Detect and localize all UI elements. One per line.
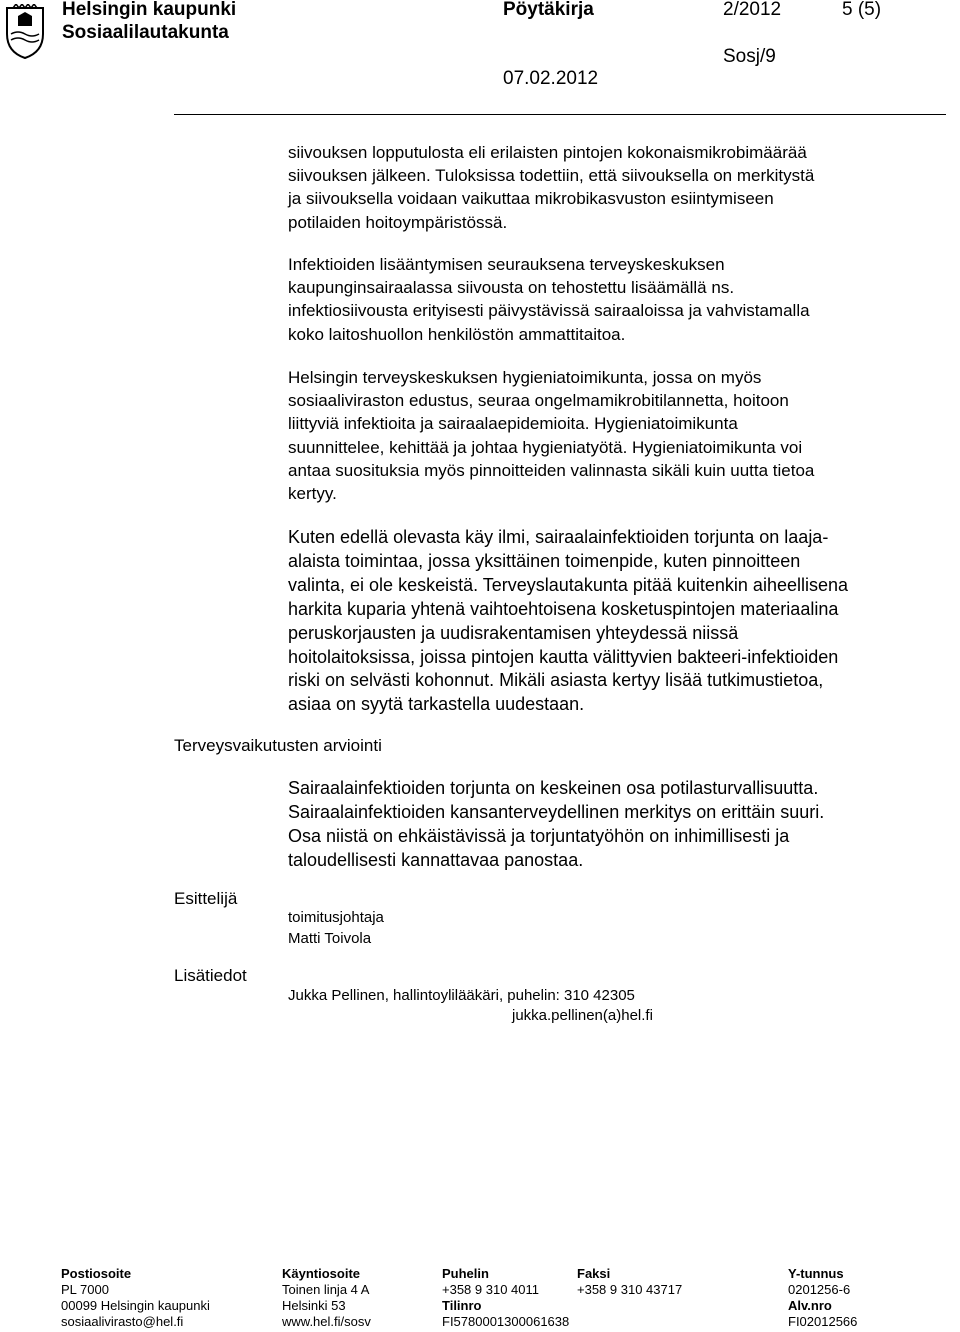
organization-name: Helsingin kaupunki xyxy=(62,0,237,20)
label-more-info: Lisätiedot xyxy=(174,966,247,985)
text-line: potilaiden hoitoympäristössä. xyxy=(288,212,508,232)
text-line: infektiosiivousta erityisesti päivystävissä sairaaloissa ja vahvistamalla xyxy=(288,301,810,321)
text-line: Osa niistä on ehkäistävissä ja torjuntatyöhön on inhimillisesti ja xyxy=(288,825,790,846)
footer-value: +358 9 310 43717 xyxy=(577,1282,683,1297)
paragraph-4 xyxy=(288,526,938,717)
footer-heading: Puhelin xyxy=(442,1266,489,1281)
helsinki-crest-logo xyxy=(4,4,46,60)
label-health-impact: Terveysvaikutusten arviointi xyxy=(174,736,382,755)
footer-fax xyxy=(577,1266,682,1298)
page-number: 5 (5) xyxy=(842,0,882,20)
contact-line xyxy=(288,985,635,1006)
text-line: koko laitoshuollon henkilöstön ammattitaitoa. xyxy=(288,324,626,344)
text-line: ja siivouksella voidaan vaikuttaa mikrobikasvuston esiintymiseen xyxy=(288,189,774,209)
footer-business-id xyxy=(788,1266,857,1330)
text-line: riski on selvästi kohonnut. Mikäli asiasta kertyy lisää tutkimustietoa, xyxy=(288,670,824,691)
presenter-name: Matti Toivola xyxy=(288,930,372,947)
text-line: antaa suosituksia myös pinnoitteiden valinnasta sikäli kuin uutta tietoa xyxy=(288,460,815,480)
footer-heading: Käyntiosoite xyxy=(282,1266,361,1281)
text-line: peruskorjausten ja uudisrakentamisen yhteydessä niissä xyxy=(288,622,739,643)
text-line: siivouksen lopputulosta eli erilaisten pintojen kokonaismikrobimäärää xyxy=(288,143,807,162)
footer-phone xyxy=(442,1266,569,1330)
text-line: sosiaaliviraston edustus, seuraa ongelmamikrobitilannetta, hoitoon xyxy=(288,391,789,411)
text-line: kertyy. xyxy=(288,484,337,504)
contact-text: Jukka Pellinen, hallintoylilääkäri, puhelin: 310 42305 xyxy=(288,987,635,1004)
footer-heading: Postiosoite xyxy=(61,1266,132,1281)
text-line: Sairaalainfektioiden kansanterveydellinen merkitys on erittäin suuri. xyxy=(288,801,825,822)
text-line: suunnittelee, kehittää ja johtaa hygieniatyötä. Hygieniatoimikunta voi xyxy=(288,437,803,457)
text-line: harkita kuparia yhtenä vaihtoehtoisena kosketuspintojen materiaalina xyxy=(288,598,839,619)
document-number: 2/2012 xyxy=(723,0,782,20)
contact-email[interactable]: jukka.pellinen(a)hel.fi xyxy=(512,1007,653,1024)
footer-value: +358 9 310 4011 xyxy=(442,1282,539,1297)
footer-email[interactable]: sosiaalivirasto@hel.fi xyxy=(61,1314,184,1329)
text-line: Helsingin terveyskeskuksen hygieniatoimikunta, jossa on myös xyxy=(288,368,762,387)
footer-value: FI02012566 xyxy=(788,1314,858,1329)
footer-postal xyxy=(61,1266,210,1330)
footer-value: Helsinki 53 xyxy=(282,1298,346,1313)
paragraph-3 xyxy=(288,366,938,505)
text-line: siivouksen jälkeen. Tuloksissa todettiin, että siivouksella on merkitystä xyxy=(288,166,815,186)
footer-value: Toinen linja 4 A xyxy=(282,1282,370,1297)
text-line: kaupunginsairaalassa siivousta on tehostettu lisäämällä ns. xyxy=(288,278,735,298)
label-presenter: Esittelijä xyxy=(174,889,238,908)
document-date: 07.02.2012 xyxy=(503,68,599,89)
text-line: asiaa on syytä tarkastella uudestaan. xyxy=(288,694,585,715)
text-line: liittyviä infektioita ja sairaalaepidemioita. Hygieniatoimikunta xyxy=(288,414,738,434)
text-line: Kuten edellä olevasta käy ilmi, sairaalainfektioiden torjunta on laaja- xyxy=(288,527,829,547)
footer-heading: Alv.nro xyxy=(788,1298,832,1313)
text-line: Infektioiden lisääntymisen seurauksena terveyskeskuksen xyxy=(288,255,725,274)
text-line: hoitolaitoksissa, joissa pintojen kautta välittyvien bakteeri-infektioiden xyxy=(288,646,839,667)
footer-heading: Faksi xyxy=(577,1266,611,1281)
text-line: taloudellisesti kannattavaa panostaa. xyxy=(288,849,584,870)
paragraph-5 xyxy=(288,777,938,873)
document-type: Pöytäkirja xyxy=(503,0,594,20)
footer-value: 00099 Helsingin kaupunki xyxy=(61,1298,210,1313)
footer-value: FI5780001300061638 xyxy=(442,1314,570,1329)
section-code: Sosj/9 xyxy=(723,46,776,67)
paragraph-2 xyxy=(288,253,938,346)
paragraph-1 xyxy=(288,141,938,234)
text-line: Sairaalainfektioiden torjunta on keskeinen osa potilasturvallisuutta. xyxy=(288,778,819,798)
header-divider xyxy=(174,114,946,115)
footer-heading: Tilinro xyxy=(442,1298,482,1313)
department-name: Sosiaalilautakunta xyxy=(62,22,229,43)
footer-value: 0201256-6 xyxy=(788,1282,851,1297)
footer-value: PL 7000 xyxy=(61,1282,109,1297)
presenter-title: toimitusjohtaja xyxy=(288,909,384,926)
footer-heading: Y-tunnus xyxy=(788,1266,844,1281)
text-line: valinta, ei ole keskeistä. Terveyslautakunta pitää kuitenkin aiheellisena xyxy=(288,574,849,595)
text-line: alaista toimintaa, jossa yksittäinen toimenpide, kuten pinnoitteen xyxy=(288,550,801,571)
footer-visiting xyxy=(282,1266,371,1330)
footer-website[interactable]: www.hel.fi/sosv xyxy=(282,1314,371,1329)
presenter-block xyxy=(288,907,384,949)
